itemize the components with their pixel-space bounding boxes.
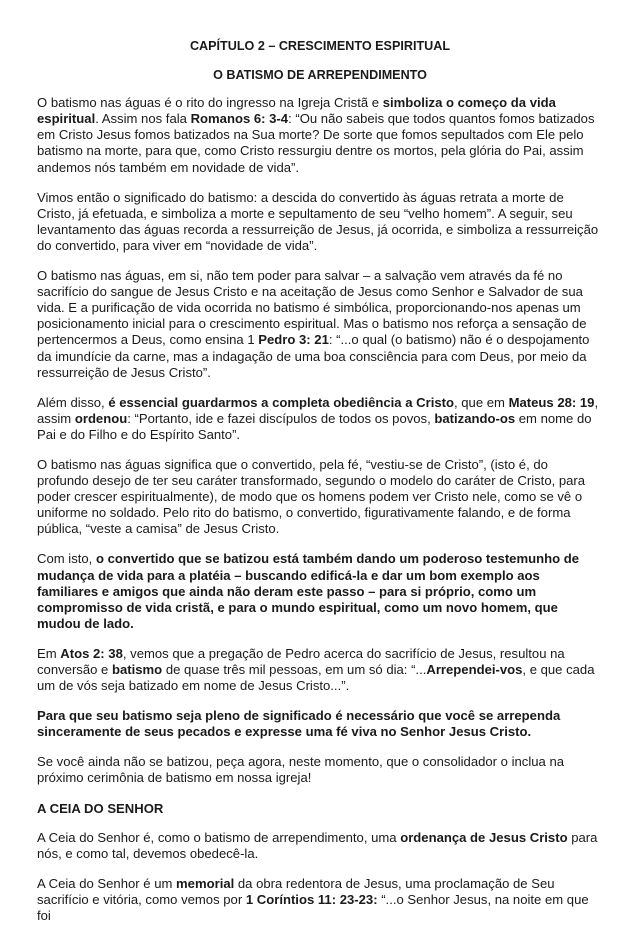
text-run: , que em — [453, 394, 509, 410]
paragraph — [37, 646, 603, 694]
text-run: para nós, e como tal, devemos obedecê-la. — [37, 829, 598, 861]
section-body — [37, 95, 603, 786]
bold-text: Mateus 28: 19 — [508, 394, 595, 410]
bold-text: memorial — [176, 875, 235, 891]
text-run: Vimos então o significado do batismo: a descida do convertido às águas retrata a morte de Cristo, já efetuada, e simboliza a morte e sepultamento de seu “velho homem”. A seguir, seu levantamento das águas recorda a ressurreição de Jesus, já ocorrida, e simboliza a ressurreição do convertido, para viver em “novidade de vida”. — [37, 189, 599, 253]
text-run: : “Ou não sabeis que todos quantos fomos batizados em Cristo Jesus fomos batizados na Sua morte? De sorte que fomos sepultados com Ele pelo batismo na morte, para que, como Cristo ressurgiu dentre os mortos, pela glória do Pai, assim andemos nós também em novidade de vida”. — [37, 111, 595, 175]
bold-text: ordenança de Jesus Cristo — [400, 829, 568, 845]
bold-text: simboliza o começo da vida espiritual — [37, 95, 556, 127]
paragraph — [37, 268, 603, 381]
bold-text: batizando-os — [434, 410, 516, 426]
text-run: Se você ainda não se batizou, peça agora, neste momento, que o consolidador o inclua na próximo cerimônia de batismo em nossa igreja! — [37, 754, 565, 786]
bold-text: é essencial guardarmos a completa obediência a Cristo — [108, 394, 454, 410]
document-page — [37, 38, 603, 938]
bold-text: Pedro 3: 21 — [258, 332, 329, 348]
bold-text: Arrependei-vos — [426, 662, 523, 677]
text-run: Além disso, — [37, 394, 109, 410]
text-run: , vemos que a pregação de Pedro acerca do sacrifício de Jesus, resultou na conversão e — [37, 645, 565, 677]
text-run: , e que cada um de vós seja batizado em nome de Jesus Cristo...”. — [37, 662, 595, 694]
bold-text: o convertido que se batizou está também dando um poderoso testemunho de mudança de vida para a platéia – buscando edificá-la e dar um bom exemplo aos familiares e amigos que ainda não deram este passo – para si próprio, como um compromisso de vida cristã, e para o mundo espiritual, como um novo homem, que mudou de lado. — [37, 551, 580, 631]
heading-ceia-do-senhor: A CEIA DO SENHOR — [37, 800, 164, 816]
text-run: O batismo nas águas, em si, não tem poder para salvar – a salvação vem através da fé no sacrifício do sangue de Jesus Cristo e na aceitação de Jesus como Senhor e Salvador de sua vida. E a purificação de vida ocorrida no batismo é simbólica, proporcionando-nos apenas um posicionamento inicial para o crescimento espiritual. Mas o batismo nos reforça a sensação de pertencermos a Deus, como ensina 1 — [37, 268, 587, 348]
text-run: : “...o qual (o batismo) não é o despojamento da imundície da carne, mas a indagação de uma boa consciência para com Deus, por meio da ressurreição de Jesus Cristo”. — [37, 332, 590, 380]
text-run: O batismo nas águas significa que o convertido, pela fé, “vestiu-se de Cristo”, (isto é, do profundo desejo de ter seu caráter transformado, segundo o modelo do caráter de Cristo, para poder crescer espiritualmente), de modo que os homens podem ver Cristo nele, como se vê o uniforme no soldado. Pelo rito do batismo, o convertido, figurativamente falando, e de forma pública, “veste a camisa” de Jesus Cristo. — [37, 456, 586, 537]
text-run: “...o Senhor Jesus, na noite em que foi — [37, 891, 589, 924]
text-run: . Assim nos fala — [95, 111, 191, 127]
paragraph — [37, 395, 603, 443]
bold-text: batismo — [111, 662, 163, 677]
text-run: em nome do Pai e do Filho e do Espírito Santo”. — [37, 410, 592, 442]
paragraph — [37, 708, 603, 740]
bold-text: Para que seu batismo seja pleno de significado é necessário que você se arrependa sinceramente de seus pecados e expresse uma fé viva no Senhor Jesus Cristo. — [37, 708, 561, 740]
paragraph — [37, 830, 603, 862]
bold-text: Romanos 6: 3-4 — [190, 111, 289, 127]
text-run: da obra redentora de Jesus, uma proclamação de Seu sacrifício e vitória, como vemos por — [37, 875, 555, 907]
bold-text: 1 Coríntios 11: 23-23: — [245, 891, 378, 907]
paragraph — [37, 876, 603, 924]
paragraph — [37, 551, 603, 631]
text-run: , assim — [37, 394, 599, 426]
text-run: O batismo nas águas é o rito do ingresso na Igreja Cristã e — [37, 95, 383, 111]
text-run: A Ceia do Senhor é um — [37, 875, 177, 891]
bold-text: Atos 2: 38 — [60, 645, 123, 661]
paragraph — [37, 190, 603, 254]
section-title: O BATISMO DE ARREPENDIMENTO — [213, 68, 427, 83]
text-run: A Ceia do Senhor é, como o batismo de arrependimento, uma — [37, 829, 401, 845]
text-run: : “Portanto, ide e fazei discípulos de todos os povos, — [127, 410, 435, 426]
paragraph — [37, 95, 603, 175]
text-run: Com isto, — [37, 551, 96, 567]
section-body-2 — [37, 830, 603, 924]
text-run: de quase três mil pessoas, em um só dia: “... — [162, 662, 427, 677]
text-run: Em — [37, 645, 61, 661]
paragraph — [37, 754, 603, 786]
paragraph — [37, 457, 603, 537]
chapter-title: CAPÍTULO 2 – CRESCIMENTO ESPIRITUAL — [189, 39, 451, 53]
bold-text: ordenou — [74, 410, 128, 426]
